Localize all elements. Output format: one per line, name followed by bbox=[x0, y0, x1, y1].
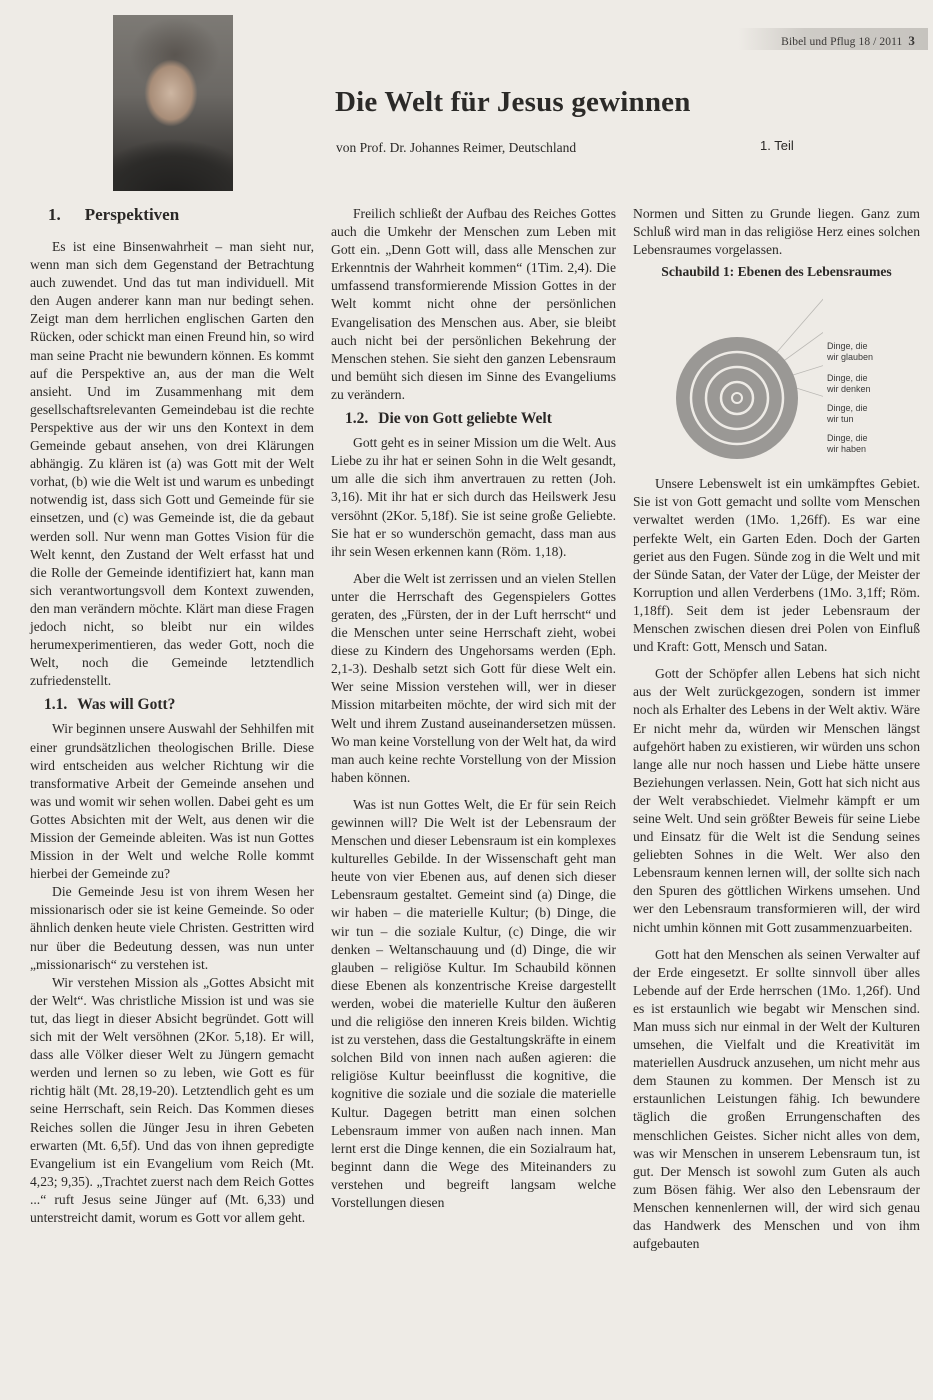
paragraph: Die Gemeinde Jesu ist von ihrem Wesen her missionarisch oder sie ist keine Gemeinde. So oder ähnlich denken heute viele Christen. Gestritten wird nur über die Bedeutung dessen, was nun unter „missionarisch“ zu verstehen ist. bbox=[30, 884, 314, 972]
section-number: 1.2. bbox=[345, 410, 369, 428]
paragraph: Gott hat den Menschen als seinen Verwalter auf der Erde eingesetzt. Er sollte sinnvoll über alles Lebende auf der Erde herrschen (1Mo. 1,26f). Und es ist erstaunlich wie begabt wir Menschen sind. Man muss sich nur einmal in der Welt der Kulturen umsehen, die Vielfalt und die Kreativität im materiellen Ausdruck anzusehen, um nicht mehr aus dem Staunen zu kommen. Der Mensch ist zu erstaunlichen Leistungen fähig. Ich bewundere täglich die großen Errungenschaften des menschlichen Geistes. Sicher nicht alles von dem, was wir Menschen in unserem Lebensraum tun, ist gut. Der Mensch ist sowohl zum Guten als auch zum Bösen fähig. Wer also den Lebensraum der Menschen kennenlernen will, der wird sich genau das Handwerk des Menschen und von ihm aufgebauten bbox=[633, 946, 920, 1252]
column-3 bbox=[633, 205, 920, 1253]
paragraph: Aber die Welt ist zerrissen und an vielen Stellen unter die Herrschaft des Gegenspielers Gottes geraten, des „Fürsten, der in der Luft herrscht“ und die Menschen unter seine Herrschaft zieht, wobei diese zu Kindern des Ungehorsams werden (Eph. 2,1-3). Deshalb setzt sich Gott für diese Welt ein. Wer seine Mission verstehen will, wer in dieser Mission mitarbeiten möchte, der wird sich mit der Welt und ihrem Zustand auseinandersetzen müssen. Wo man keine Vorstellung von der Welt hat, da wird man auch keine rechte Vorstellung von der Mission haben können. bbox=[331, 570, 616, 785]
figure-label-tun: Dinge, die wir tun bbox=[827, 403, 868, 424]
portrait-suit bbox=[113, 129, 233, 191]
concentric-circles-diagram bbox=[633, 285, 823, 465]
paragraph: Normen und Sitten zu Grunde liegen. Ganz zum Schluß wird man in das religiöse Herz eines solchen Lebensraumes vorgelassen. bbox=[633, 206, 920, 258]
paragraph: Unsere Lebenswelt ist ein umkämpftes Gebiet. Sie ist von Gott gemacht und sollte vom Menschen verwaltet werden (1Mo. 1,26ff). Es war eine perfekte Welt, ein Garten Eden. Doch der Garten geriet aus den Fugen. Sünde zog in die Welt und mit der Sünde Satan, der Vater der Lüge, der Meister der Korruption und allen Verderbens (1Mo. 3,1ff; Röm. 1,18ff). Seit dem ist jeder Lebensraum der Menschen zwischen diesen drei Polen von Einfluß und Kraft: Gott, Mensch und Satan. bbox=[633, 476, 920, 655]
column-2 bbox=[331, 205, 616, 1212]
section-title: Was will Gott? bbox=[77, 696, 176, 714]
article-title: Die Welt für Jesus gewinnen bbox=[335, 86, 691, 118]
article-part: 1. Teil bbox=[760, 138, 794, 153]
paragraph: Gott geht es in seiner Mission um die Welt. Aus Liebe zu ihr hat er seinen Sohn in die Welt gesandt, um alle die sich ihm anvertrauen zu retten (Joh. 3,16). Mit ihr hat er sich durch das Heilswerk Jesu versöhnt (2Kor. 5,18f). Sie ist seine große Geliebte. Sie hat er so wunderschön gemacht, dass man aus ihr sein Wesen erkennen kann (Röm. 1,18). bbox=[331, 435, 616, 559]
figure-label-glauben: Dinge, die wir glauben bbox=[827, 341, 874, 362]
section-heading-1-1 bbox=[44, 696, 314, 714]
section-title: Die von Gott geliebte Welt bbox=[378, 410, 552, 428]
paragraph: Wir verstehen Mission als „Gottes Absicht mit der Welt“. Was christliche Mission ist und was sie tut, das liegt in dieser Absicht begründet. Gott will sich mit der Welt versöhnen (2Kor. 5,18). Er will, dass alle Völker dieser Welt zu Jüngern gemacht werden und lernen so zu leben, wie Gott es für richtig hält (Mt. 28,19-20). Letztendlich geht es um seine Herrschaft, sein Reich. Das Kommen dieses Reiches sollen die Jünger Jesu in ihren Gebeten erwarten (Mt. 6,5f). Und das von ihnen gepredigte Evangelium ist ein Evangelium vom Reich (Mt. 4,23; 9,35). „Trachtet zuerst nach dem Reich Gottes ...“ ruft Jesus seine Jünger auf (Mt. 6,33) und unterstreicht damit, worum es Gott vor allem geht. bbox=[30, 974, 314, 1225]
paragraph: Gott der Schöpfer allen Lebens hat sich nicht aus der Welt zurückgezogen, sondern ist immer noch als Erhalter des Lebens in der Welt aktiv. Wäre Er nicht mehr da, würden wir Menschen längst aufgehört haben zu existieren, wir würden uns schon lange alle nur noch hassen und Liebe hätte unsere Beziehungen verlassen. Nein, Gott hat sich nicht aus der Welt verabschiedet. Vielmehr kämpft er um seine Welt. Und sein größter Beweis für seine Liebe und Einsatz für die Welt ist die Sendung seines geliebten Sohnes in die Welt. Wer also den Lebensraum kennen lernen will, der sollte sich nach den Spuren des göttlichen Wirkens umsehen. Und wer den Lebensraum transformieren will, der wird nicht umhin können mit Gott zusammenzuarbeiten. bbox=[633, 666, 920, 935]
paragraph: Was ist nun Gottes Welt, die Er für sein Reich gewinnen will? Die Welt ist der Lebensraum der Menschen und dieser Lebensraum ist ein komplexes kulturelles Gebilde. In der Wissenschaft geht man heute von vier Ebenen aus, auf denen sich dieser Lebensraum gestaltet. Gemeint sind (a) Dinge, die wir haben – die materielle Kultur; (b) Dinge, die wir tun – die soziale Kultur, (c) Dinge, die wir denken – Weltanschauung und (d) Dinge, die wir glauben – religiöse Kultur. Im Schaubild können diese Ebenen als konzentrische Kreise dargestellt werden, wobei die materielle Kultur den äußeren und die religiöse den inneren Kreis bilden. Wichtig ist zu verstehen, dass die Gestaltungskräfte in einem solchen Bild von innen nach außen agieren: die religiöse Kultur beeinflusst die kognitive, die kognitive die soziale und die soziale die materielle Kultur. Dagegen betritt man einen solchen Lebensraum immer von außen nach innen. Man lernt erst die Dinge kennen, die ein Sozialraum hat, beginnt dann die Wege des Miteinanders zu verstehen und begreift langsam welche Vorstellungen diesen bbox=[331, 796, 616, 1210]
figure-title: Schaubild 1: Ebenen des Lebensraumes bbox=[661, 264, 892, 280]
paragraph: Es ist eine Binsenwahrheit – man sieht nur, wenn man sich dem Gegenstand der Betrachtung auch zuwendet. Und das tut man individuell. Mit den Augen anderer kann man nur bedingt sehen. Zeigt man dem herrlichen englischen Garten den Rücken, oder schickt man einen Freund hin, so wird man seine Pracht nie bewundern können. Es kommt auf die Perspektive an, aus der man die Welt ansieht. Und im Zusammenhang mit dem gesellschaftsrelevanten Gemeindebau ist die rechte Perspektive aus der wir uns den Kontext in dem Gemeinde gebaut ansehen, von drei Klärungen abhängig. Zu klären ist (a) was Gott mit der Welt vorhat, (b) wie die Welt ist und warum es unbedingt notwendig ist, dass sich Gott und Gemeinde für sie einsetzen, und (c) was Gemeinde ist, die da gebaut werden soll. Nur wenn man Gottes Vision für die Welt kennt, den Zustand der Welt erfasst hat und die Rolle der Gemeinde identifiziert hat, kann man sich verantwortungsvoll dem Kontext zuwenden, den man verändern möchte. Klärt man diese Fragen jedoch nicht, so bleibt nur ein wildes herumexperimentieren, das weder Gott, noch die Welt, noch die Gemeinde letztendlich zufriedenstellt. bbox=[30, 239, 314, 689]
column-1 bbox=[30, 238, 314, 1227]
section-number: 1. bbox=[48, 205, 61, 224]
figure-label-haben: Dinge, die wir haben bbox=[827, 433, 868, 454]
section-heading-1-2 bbox=[345, 410, 616, 428]
journal-issue: Bibel und Pflug 18 / 2011 bbox=[781, 36, 903, 48]
article-byline: von Prof. Dr. Johannes Reimer, Deutschland bbox=[336, 140, 577, 155]
section-heading-1 bbox=[48, 205, 179, 225]
section-number: 1.1. bbox=[44, 696, 68, 714]
paragraph: Wir beginnen unsere Auswahl der Sehhilfen mit einer grundsätzlichen theologischen Brille. Diese wird entscheiden aus welcher Richtung wir die transformative Arbeit der Gemeinde ansehen und was und womit wir sehen wollen. Dabei geht es um Gottes Absichten mit der Welt, aus denen wir die Mission der Gemeinde ableiten. Was ist nun Gottes Mission in der Welt und welche Rolle kommt hierbei der Gemeinde zu? bbox=[30, 721, 314, 882]
figure-1 bbox=[633, 263, 920, 469]
running-head bbox=[781, 33, 915, 49]
figure-label-denken: Dinge, die wir denken bbox=[827, 373, 871, 394]
ring-outer bbox=[676, 337, 798, 459]
section-title: Perspektiven bbox=[84, 205, 180, 224]
author-portrait-photo bbox=[113, 15, 233, 191]
page-number: 3 bbox=[908, 33, 915, 48]
paragraph: Freilich schließt der Aufbau des Reiches Gottes auch die Umkehr der Menschen zum Leben mit Gott ein. „Denn Gott will, dass alle Menschen zur Erkenntnis der Wahrheit kommen“ (1Tim. 2,4). Die umfassend transformierende Mission Gottes in der Welt kommt nicht ohne der persönlichen Evangelisation des Menschen aus. Aber, sie bleibt auch nicht bei der persönlichen Bekehrung der Menschen stehen. Sie sieht den ganzen Lebensraum und bemüht sich diesen im Sinne des Evangeliums zu verändern. bbox=[331, 206, 616, 402]
